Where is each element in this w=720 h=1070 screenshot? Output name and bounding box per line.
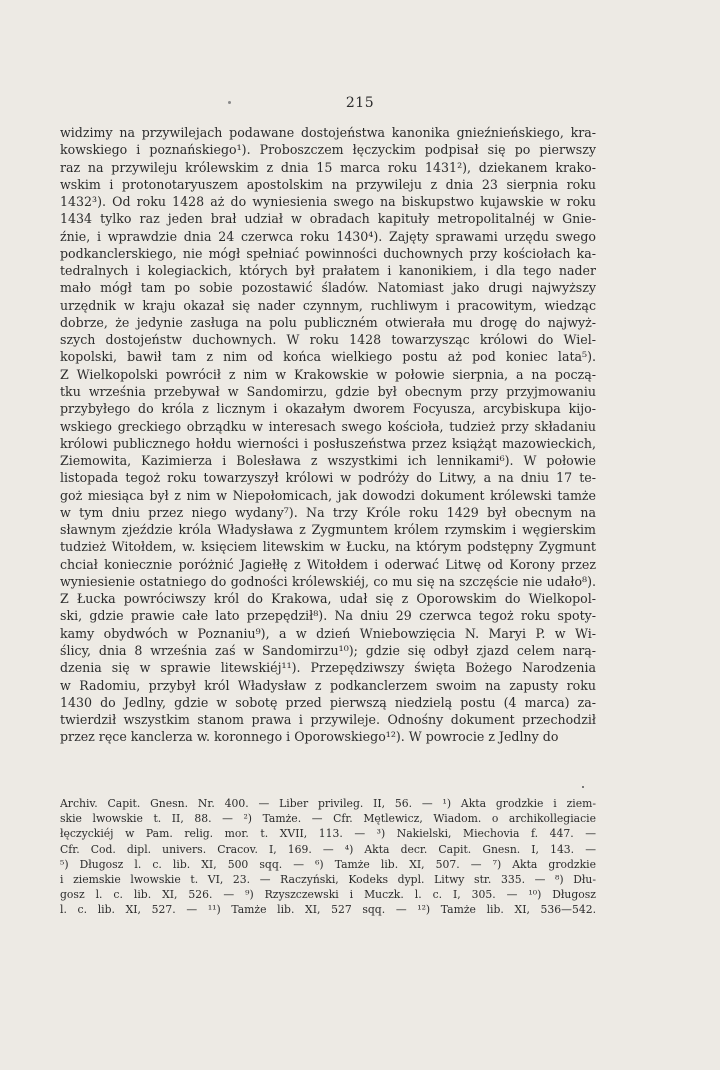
footnote-line: łęczyckiéj w Pam. relig. mor. t. XVII, 113. — ³) Nakielski, Miechovia f. 447. — — [60, 827, 596, 841]
text-line: przybyłego do króla z licznym i okazałym dworem Focyusza, arcybiskupa kijo- — [60, 401, 596, 417]
text-line: goż miesiąca był z nim w Niepołomicach, jak dowodzi dokument królewski tamże — [60, 487, 596, 503]
text-line: Ziemowita, Kazimierza i Bolesława z wszystkimi ich lennikami⁶). W połowie — [60, 453, 596, 469]
text-line: 1434 tylko raz jeden brał udział w obradach kapituły metropolitalnéj w Gnie- — [60, 211, 596, 227]
footnote-line: Archiv. Capit. Gnesn. Nr. 400. — Liber privileg. II, 56. — ¹) Akta grodzkie i ziem- — [60, 797, 596, 810]
text-line: tedralnych i kolegiackich, których był prałatem i kanonikiem, i dla tego nader — [60, 263, 596, 279]
text-line: wskiego greckiego obrządku w interesach swego kościoła, tudzież przy składaniu — [60, 418, 596, 434]
text-line: Z Wielkopolski powrócił z nim w Krakowskie w połowie sierpnia, a na począ- — [60, 366, 596, 382]
text-line: sławnym zjeździe króla Władysława z Zygmuntem królem rzymskim i węgierskim — [60, 522, 596, 538]
text-line: raz na przywileju królewskim z dnia 15 marca roku 1431²), dziekanem krako- — [60, 159, 596, 175]
text-line: tudzież Witołdem, w. księciem litewskim w Łucku, na którym podstępny Zygmunt — [60, 539, 596, 555]
text-line: szych dostojeństw duchownych. W roku 1428 towarzysząc królowi do Wiel- — [60, 332, 596, 348]
footnote-line: l. c. lib. XI, 527. — ¹¹) Tamże lib. XI, 527 sqq. — ¹²) Tamże lib. XI, 536—542. — [60, 903, 596, 917]
text-line: królowi publicznego hołdu wierności i posłuszeństwa przez książąt mazowieckich, — [60, 435, 596, 451]
text-line: kopolski, bawił tam z nim od końca wielkiego postu aż pod koniec lata⁵). — [60, 349, 596, 365]
page-number: 215 — [345, 95, 375, 111]
footnotes — [60, 796, 596, 918]
text-line: mało mógł tam po sobie pozostawić śladów. Natomiast jako drugi najwyższy — [60, 280, 596, 296]
text-line: wskim i protonotaryuszem apostolskim na przywileju z dnia 23 sierpnia roku — [60, 176, 596, 192]
text-line: przez ręce kanclerza w. koronnego i Oporowskiego¹²). W powrocie z Jedlny do — [60, 729, 559, 745]
text-line: dzenia się w sprawie litewskiéj¹¹). Przepędziwszy święta Bożego Narodzenia — [60, 660, 596, 676]
text-line: wyniesienie ostatniego do godności królewskiéj, co mu się na szczęście nie udało⁸). — [60, 573, 596, 589]
text-line: ślicy, dnia 8 września zaś w Sandomirzu¹⁰); gdzie się odbył zjazd celem narą- — [60, 642, 596, 658]
text-line: źnie, i wprawdzie dnia 24 czerwca roku 1430⁴). Zajęty sprawami urzędu swego — [60, 228, 596, 244]
text-line: kamy obydwóch w Poznaniu⁹), a w dzień Wniebowzięcia N. Maryi P. w Wi- — [60, 625, 596, 641]
text-line: ski, gdzie prawie całe lato przepędził⁸). Na dniu 29 czerwca tegoż roku spoty- — [60, 608, 596, 624]
text-line: 1432³). Od roku 1428 aż do wyniesienia swego na biskupstwo kujawskie w roku — [60, 194, 596, 210]
text-line: widzimy na przywilejach podawane dostojeństwa kanonika gnieźnieńskiego, kra- — [60, 125, 596, 140]
text-line: tku września przebywał w Sandomirzu, gdzie był obecnym przy przyjmowaniu — [60, 383, 596, 399]
text-line: chciał koniecznie poróżnić Jagiełłę z Witołdem i oderwać Litwę od Korony przez — [60, 556, 596, 572]
text-line: dobrze, że jedynie zasługa na polu publiczném otwierała mu drogę do najwyż- — [60, 314, 596, 330]
text-line: w Radomiu, przybył król Władysław z podkanclerzem swoim na zapusty roku — [60, 677, 596, 693]
footnote-line: i ziemskie lwowskie t. VI, 23. — Raczyński, Kodeks dypl. Litwy str. 335. — ⁸) Dłu- — [60, 872, 596, 886]
text-line: listopada tegoż roku towarzyszył królowi w podróży do Litwy, a na dniu 17 te- — [60, 470, 596, 486]
text-line: podkanclerskiego, nie mógł spełniać powinności duchownych przy kościołach ka- — [60, 245, 596, 261]
footnote-line: ⁵) Długosz l. c. lib. XI, 500 sqq. — ⁶) Tamże lib. XI, 507. — ⁷) Akta grodzkie — [60, 857, 596, 871]
ink-speck — [228, 101, 231, 104]
text-line: urzędnik w kraju okazał się nader czynnym, ruchliwym i pracowitym, wiedząc — [60, 297, 596, 313]
main-text — [60, 124, 596, 746]
footnote-line: gosz l. c. lib. XI, 526. — ⁹) Rzyszczewski i Muczk. l. c. I, 305. — ¹⁰) Długosz — [60, 888, 596, 902]
text-line: 1430 do Jedlny, gdzie w sobotę przed pierwszą niedzielą postu (4 marca) za- — [60, 694, 596, 710]
text-line: kowskiego i poznańskiego¹). Proboszczem łęczyckim podpisał się po pierwszy — [60, 142, 596, 158]
text-line: twierdził wszystkim stanom prawa i przywileje. Odnośny dokument przechodził — [60, 712, 596, 728]
footnote-line: Cfr. Cod. dipl. univers. Cracov. I, 169. — ⁴) Akta decr. Capit. Gnesn. I, 143. — — [60, 842, 596, 856]
footnote-line: skie lwowskie t. II, 88. — ²) Tamże. — Cfr. Mętlewicz, Wiadom. o archikollegiacie — [60, 812, 596, 826]
text-line: Z Łucka powróciwszy król do Krakowa, udał się z Oporowskim do Wielkopol- — [60, 591, 596, 607]
ink-speck — [582, 786, 584, 788]
text-line: w tym dniu przez niego wydany⁷). Na trzy Króle roku 1429 był obecnym na — [60, 504, 596, 520]
